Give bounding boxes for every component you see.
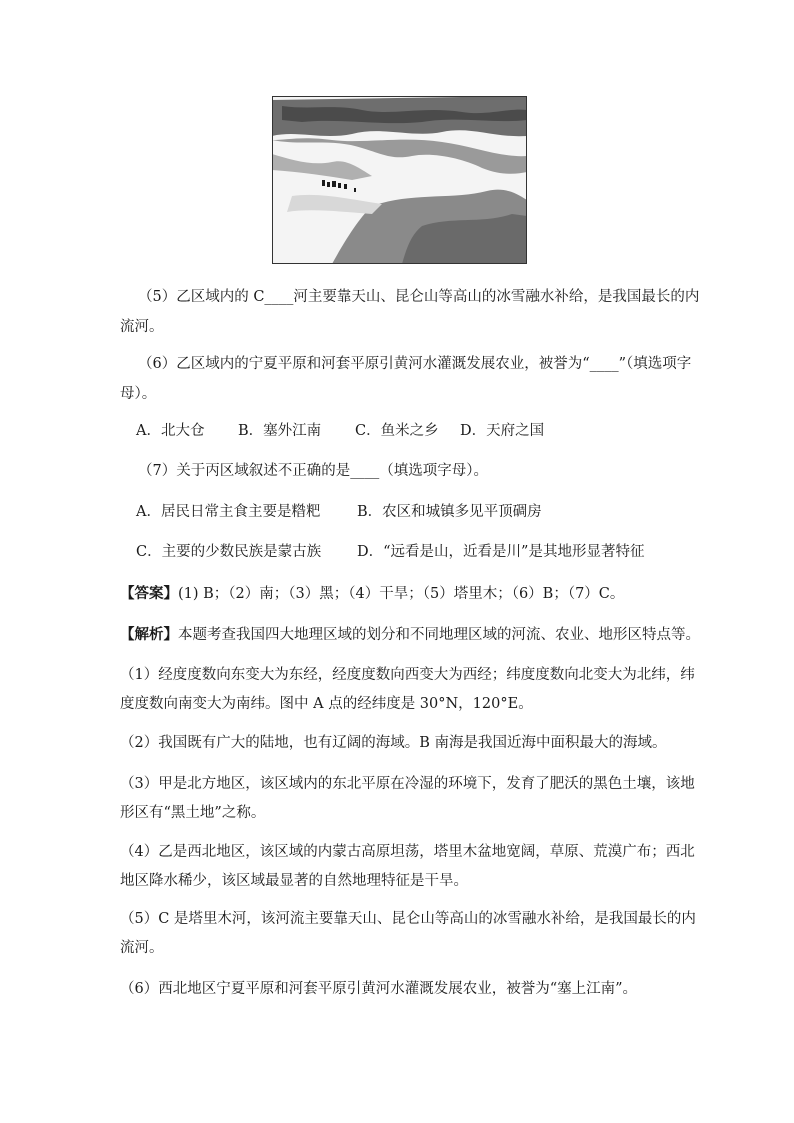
question-6-line-1: （6）乙区域内的宁夏平原和河套平原引黄河水灌溉发展农业，被誉为“____”（填选项字 [138, 356, 692, 372]
analysis-1-line-2: 度度数向南变大为南纬。图中 A 点的经纬度是 30°N，120°E。 [120, 696, 533, 712]
answer-tag: 【答案】 [120, 585, 178, 602]
q6-option-b: B．塞外江南 [238, 423, 322, 439]
q7-option-d: D．“远看是山，近看是川”是其地形显著特征 [357, 544, 645, 560]
analysis-1-line-1: （1）经度度数向东变大为东经，经度度数向西变大为西经；纬度度数向北变大为北纬，纬 [120, 667, 695, 683]
q7-option-a: A．居民日常主食主要是糌粑 [136, 504, 321, 520]
analysis-4-line-1: （4）乙是西北地区，该区域的内蒙古高原坦荡，塔里木盆地宽阔，草原、荒漠广布；西北 [120, 844, 695, 860]
question-7-line-1: （7）关于丙区域叙述不正确的是____（填选项字母）。 [138, 463, 488, 479]
q7-option-b: B．农区和城镇多见平顶碉房 [357, 504, 542, 520]
analysis-intro: 本题考查我国四大地理区域的划分和不同地理区域的河流、农业、地形区特点等。 [178, 627, 700, 643]
analysis-6-line-1: （6）西北地区宁夏平原和河套平原引黄河水灌溉发展农业，被誉为“塞上江南”。 [120, 981, 638, 997]
question-5-line-2: 流河。 [120, 319, 164, 335]
analysis-5-line-2: 流河。 [120, 940, 164, 956]
analysis-tag: 【解析】 [120, 626, 178, 643]
analysis-2-line-1: （2）我国既有广大的陆地，也有辽阔的海域。B 南海是我国近海中面积最大的海域。 [120, 735, 667, 751]
analysis-3-line-1: （3）甲是北方地区，该区域内的东北平原在冷湿的环境下，发育了肥沃的黑色土壤，该地 [120, 776, 695, 792]
analysis-3-line-2: 形区有“黑土地”之称。 [120, 805, 266, 821]
desert-landscape-photo [272, 96, 527, 264]
q6-option-d: D．天府之国 [460, 423, 545, 439]
analysis-4-line-2: 地区降水稀少，该区域最显著的自然地理特征是干旱。 [120, 873, 468, 889]
analysis-intro-line [120, 620, 700, 650]
question-6-line-2: 母）。 [120, 386, 157, 402]
q6-option-c: C．鱼米之乡 [355, 423, 439, 439]
answer-line [120, 579, 680, 609]
answer-text: (1) B；（2）南；（3）黑；（4）干旱；（5）塔里木；（6）B；（7）C。 [178, 586, 625, 602]
analysis-5-line-1: （5）C 是塔里木河，该河流主要靠天山、昆仑山等高山的冰雪融水补给，是我国最长的内 [120, 911, 696, 927]
q7-option-c: C．主要的少数民族是蒙古族 [136, 544, 322, 560]
question-5-line-1: （5）乙区域内的 C____河主要靠天山、昆仑山等高山的冰雪融水补给，是我国最长的内 [138, 289, 700, 305]
q6-option-a: A．北大仓 [136, 423, 205, 439]
